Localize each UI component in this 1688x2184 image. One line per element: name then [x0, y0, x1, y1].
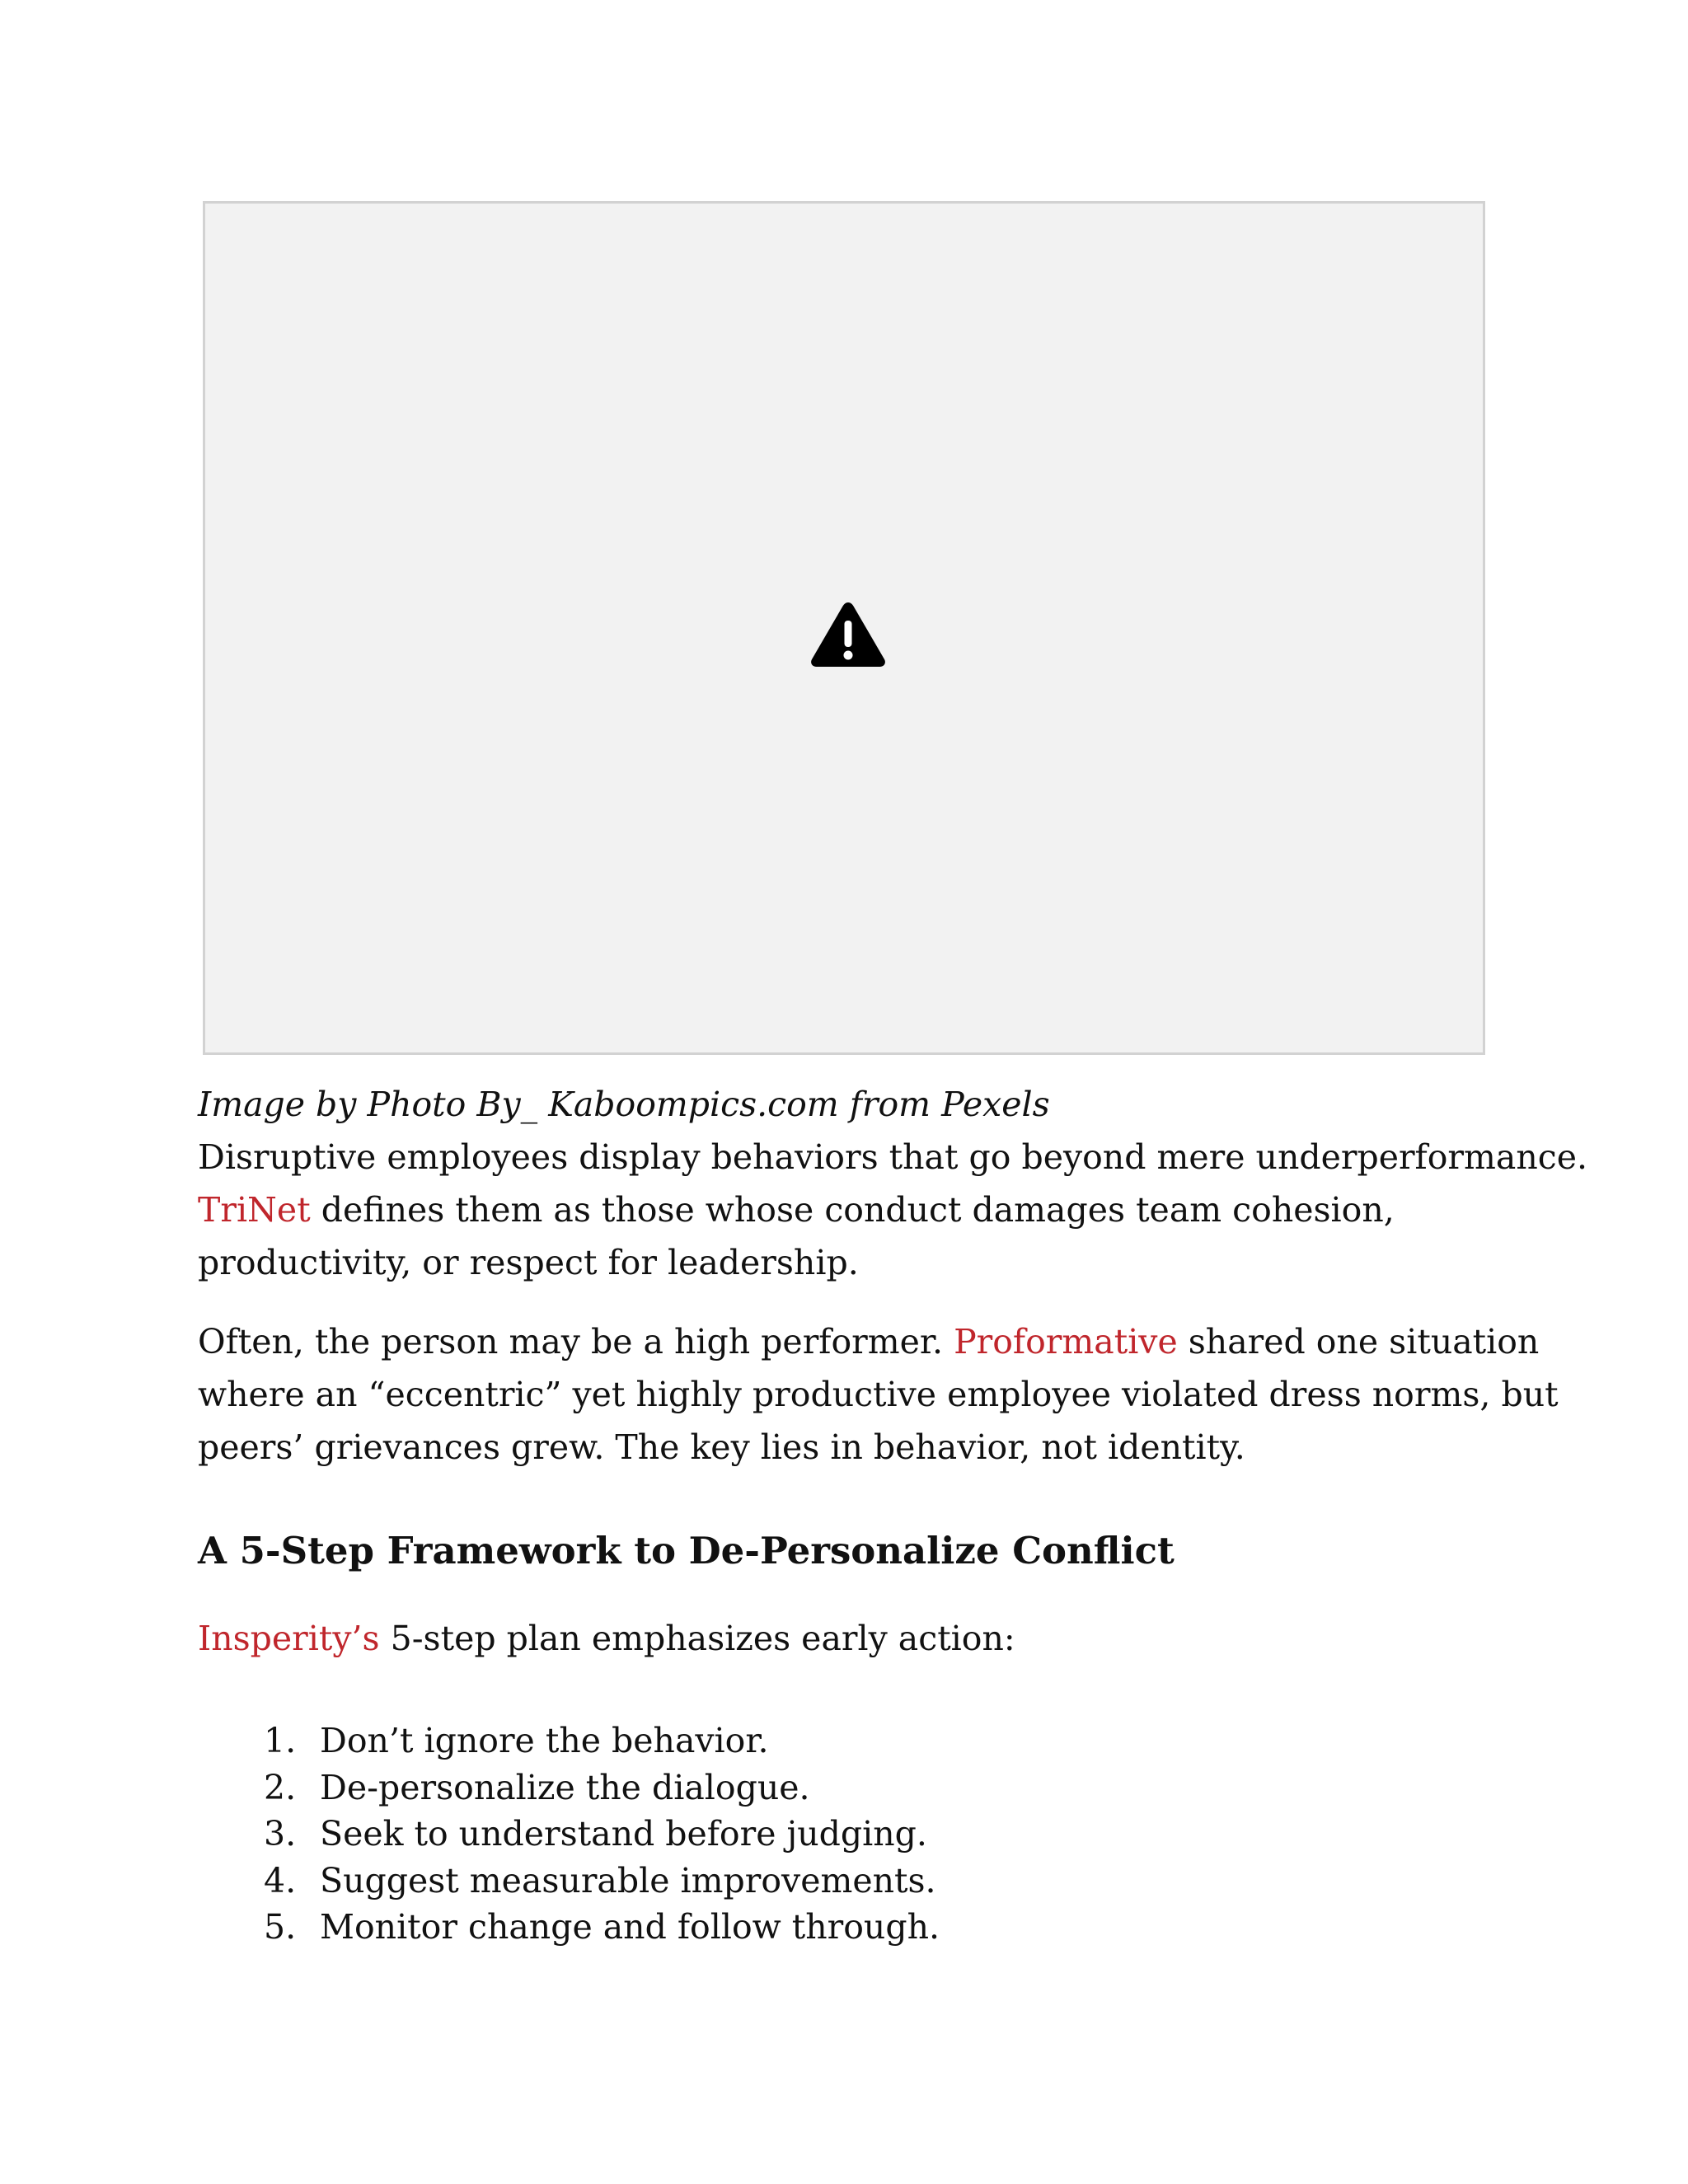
- step-text: Suggest measurable improvements.: [320, 1860, 936, 1900]
- step-text: De-personalize the dialogue.: [320, 1767, 810, 1807]
- paragraph-line: where an “eccentric” yet highly productive employee violated dress norms, but: [198, 1375, 1559, 1414]
- step-number: 4.: [264, 1860, 297, 1900]
- image-caption: Image by Photo By_ Kaboompics.com from Pexels: [198, 1085, 1050, 1124]
- section-heading: A 5-Step Framework to De-Personalize Conflict: [198, 1529, 1175, 1572]
- paragraph-line: productivity, or respect for leadership.: [198, 1243, 859, 1282]
- steps-list: [264, 1718, 940, 1951]
- paragraph-disruptive-employees: [198, 1131, 1588, 1289]
- paragraph-text: shared one situation: [1177, 1322, 1540, 1361]
- paragraph-text: 5-step plan emphasizes early action:: [379, 1619, 1015, 1658]
- list-item: [264, 1811, 940, 1858]
- step-text: Seek to understand before judging.: [320, 1814, 927, 1854]
- paragraph-line: [198, 1315, 1540, 1368]
- paragraph-text: Often, the person may be a high performer.: [198, 1322, 954, 1361]
- paragraph-line: [198, 1612, 1500, 1665]
- insperity-link[interactable]: Insperity’s: [198, 1619, 380, 1658]
- step-number: 1.: [264, 1721, 297, 1760]
- warning-icon: [809, 599, 888, 670]
- trinet-link[interactable]: TriNet: [198, 1190, 311, 1230]
- paragraph-line: [198, 1183, 1500, 1236]
- list-item: [264, 1765, 940, 1811]
- list-item: [264, 1718, 940, 1765]
- paragraph-text: defines them as those whose conduct damages team cohesion,: [310, 1190, 1395, 1230]
- list-item: [264, 1904, 940, 1951]
- broken-image-placeholder: [203, 201, 1485, 1055]
- paragraph-line: peers’ grievances grew. The key lies in behavior, not identity.: [198, 1427, 1245, 1467]
- step-number: 5.: [264, 1907, 297, 1947]
- paragraph-line: Disruptive employees display behaviors that go beyond mere underperformance.: [198, 1137, 1588, 1177]
- step-number: 3.: [264, 1814, 297, 1854]
- paragraph-insperity: [198, 1612, 1500, 1665]
- proformative-link[interactable]: Proformative: [954, 1322, 1178, 1361]
- step-text: Don’t ignore the behavior.: [320, 1721, 769, 1760]
- step-number: 2.: [264, 1767, 297, 1807]
- step-text: Monitor change and follow through.: [320, 1907, 940, 1947]
- paragraph-high-performer: [198, 1315, 1559, 1474]
- list-item: [264, 1858, 940, 1905]
